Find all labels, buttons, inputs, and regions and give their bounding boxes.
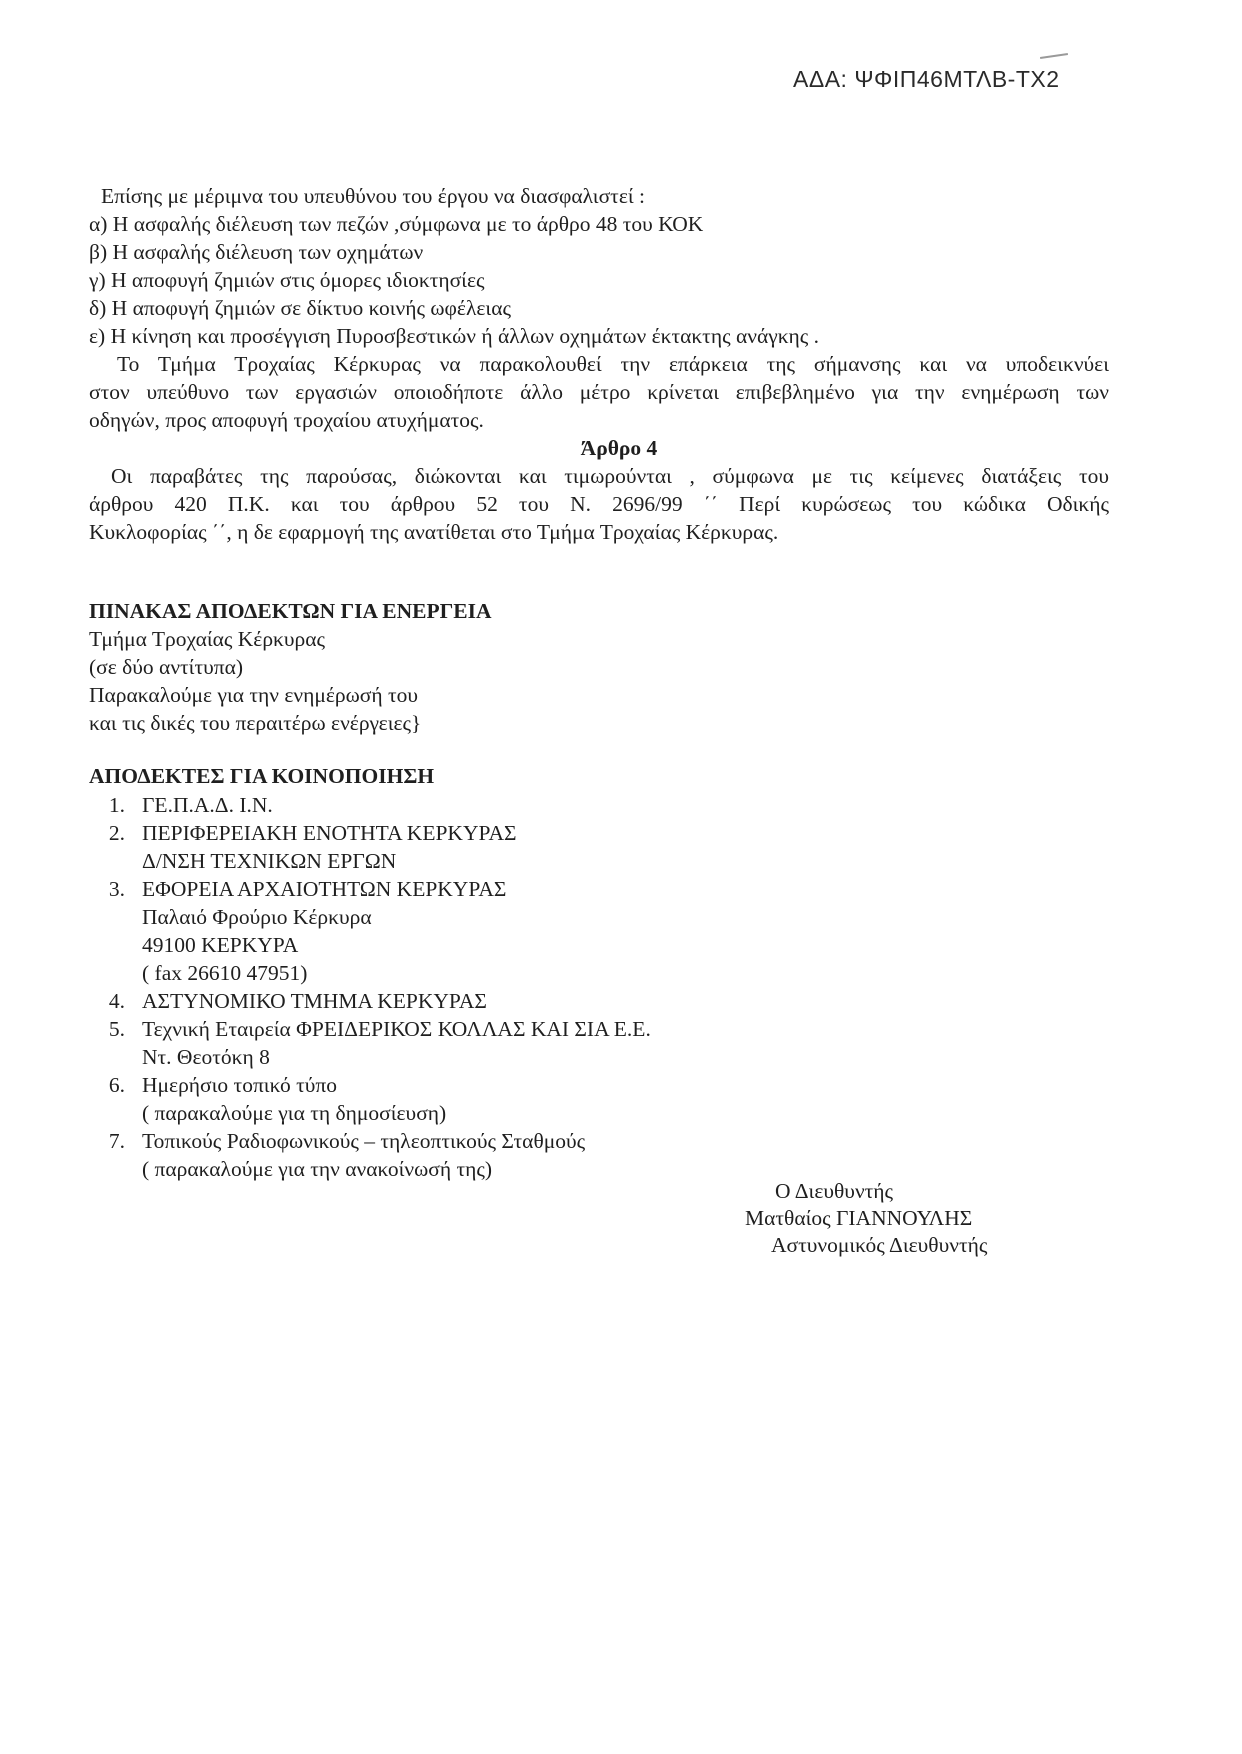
list-item bbox=[89, 1015, 1089, 1071]
list-item bbox=[89, 987, 1089, 1015]
action-recipients-section bbox=[89, 597, 889, 737]
list-item-text: Τοπικούς Ραδιοφωνικούς – τηλεοπτικούς Σταθμούς bbox=[142, 1129, 586, 1153]
notification-recipients-list bbox=[89, 791, 1089, 1183]
list-item-text: 49100 ΚΕΡΚΥΡΑ bbox=[142, 933, 299, 957]
action-recipient-line: και τις δικές του περαιτέρω ενέργειες} bbox=[89, 711, 422, 735]
list-item-text: ( παρακαλούμε για τη δημοσίευση) bbox=[142, 1101, 447, 1125]
list-item-text: Ντ. Θεοτόκη 8 bbox=[142, 1045, 270, 1069]
measure-item-e: ε) Η κίνηση και προσέγγιση Πυροσβεστικών ή άλλων οχημάτων έκτακτης ανάγκης . bbox=[89, 324, 820, 348]
action-recipient-line: Τμήμα Τροχαίας Κέρκυρας bbox=[89, 627, 326, 651]
list-item bbox=[89, 1071, 1089, 1127]
action-recipient-line: (σε δύο αντίτυπα) bbox=[89, 655, 244, 679]
ada-code: ΑΔΑ: ΨΦΙΠ46ΜΤΛΒ-ΤΧ2 bbox=[793, 66, 1060, 92]
article-line-2: άρθρου 420 Π.Κ. και του άρθρου 52 του Ν. 2696/99 ΄΄ Περί κυρώσεως του κώδικα Οδικής bbox=[89, 492, 1109, 516]
measure-item-d: δ) Η αποφυγή ζημιών σε δίκτυο κοινής ωφέλειας bbox=[89, 296, 511, 320]
monitoring-line-3: οδηγών, προς αποφυγή τροχαίου ατυχήματος. bbox=[89, 408, 484, 432]
signature-name: Ματθαίος ΓΙΑΝΝΟΥΛΗΣ bbox=[745, 1206, 973, 1230]
list-item-text: ( παρακαλούμε για την ανακοίνωσή της) bbox=[142, 1157, 492, 1181]
monitoring-line-2: στον υπεύθυνο των εργασιών οποιοδήποτε άλλο μέτρο κρίνεται επιβεβλημένο για την ενημέρωση των bbox=[89, 380, 1109, 404]
list-item bbox=[89, 819, 1089, 875]
article-4-heading: Άρθρο 4 bbox=[580, 436, 658, 460]
signature-block bbox=[745, 1178, 1065, 1259]
list-item bbox=[89, 875, 1089, 987]
list-item-text: Παλαιό Φρούριο Κέρκυρα bbox=[142, 905, 372, 929]
measure-item-a: α) Η ασφαλής διέλευση των πεζών ,σύμφωνα με το άρθρο 48 του ΚΟΚ bbox=[89, 212, 704, 236]
pen-mark bbox=[1040, 53, 1068, 59]
notification-recipients-section bbox=[89, 762, 889, 790]
list-item-number: 6. bbox=[108, 1073, 125, 1097]
list-item-text: Ημερήσιο τοπικό τύπο bbox=[142, 1073, 337, 1097]
list-item bbox=[89, 791, 1089, 819]
list-item-number: 7. bbox=[108, 1129, 125, 1153]
body-text bbox=[89, 182, 1109, 546]
action-recipients-heading: ΠΙΝΑΚΑΣ ΑΠΟΔΕΚΤΩΝ ΓΙΑ ΕΝΕΡΓΕΙΑ bbox=[89, 599, 492, 623]
signature-title: Ο Διευθυντής bbox=[775, 1179, 894, 1203]
list-item-number: 5. bbox=[108, 1017, 125, 1041]
article-line-1: Οι παραβάτες της παρούσας, διώκονται και τιμωρούνται , σύμφωνα με τις κείμενες διατάξεις του bbox=[111, 464, 1109, 488]
list-item-text: ΑΣΤΥΝΟΜΙΚΟ ΤΜΗΜΑ ΚΕΡΚΥΡΑΣ bbox=[142, 989, 487, 1013]
list-item-text: ΕΦΟΡΕΙΑ ΑΡΧΑΙΟΤΗΤΩΝ ΚΕΡΚΥΡΑΣ bbox=[142, 877, 507, 901]
list-item-text: ΓΕ.Π.Α.Δ. Ι.Ν. bbox=[142, 793, 273, 817]
list-item bbox=[89, 1127, 1089, 1183]
action-recipient-line: Παρακαλούμε για την ενημέρωσή του bbox=[89, 683, 419, 707]
list-item-number: 1. bbox=[108, 793, 125, 817]
list-item-number: 3. bbox=[108, 877, 125, 901]
list-item-text: ΠΕΡΙΦΕΡΕΙΑΚΗ ΕΝΟΤΗΤΑ ΚΕΡΚΥΡΑΣ bbox=[142, 821, 517, 845]
intro-line: Επίσης με μέριμνα του υπευθύνου του έργου να διασφαλιστεί : bbox=[101, 184, 645, 208]
list-item-text: Τεχνική Εταιρεία ΦΡΕΙΔΕΡΙΚΟΣ ΚΟΛΛΑΣ ΚΑΙ ΣΙΑ Ε.Ε. bbox=[142, 1017, 651, 1041]
monitoring-line-1: Το Τμήμα Τροχαίας Κέρκυρας να παρακολουθεί την επάρκεια της σήμανσης και να υποδεικνύει bbox=[117, 352, 1109, 376]
list-item-number: 2. bbox=[108, 821, 125, 845]
measure-item-c: γ) Η αποφυγή ζημιών στις όμορες ιδιοκτησίες bbox=[89, 268, 485, 292]
signature-rank: Αστυνομικός Διευθυντής bbox=[771, 1233, 988, 1257]
list-item-number: 4. bbox=[108, 989, 125, 1013]
notification-recipients-heading: ΑΠΟΔΕΚΤΕΣ ΓΙΑ ΚΟΙΝΟΠΟΙΗΣΗ bbox=[89, 764, 435, 788]
list-item-text: ( fax 26610 47951) bbox=[142, 961, 308, 985]
article-line-3: Κυκλοφορίας ΄΄, η δε εφαρμογή της ανατίθεται στο Τμήμα Τροχαίας Κέρκυρας. bbox=[89, 520, 779, 544]
list-item-text: Δ/ΝΣΗ ΤΕΧΝΙΚΩΝ ΕΡΓΩΝ bbox=[142, 849, 397, 873]
measure-item-b: β) Η ασφαλής διέλευση των οχημάτων bbox=[89, 240, 424, 264]
